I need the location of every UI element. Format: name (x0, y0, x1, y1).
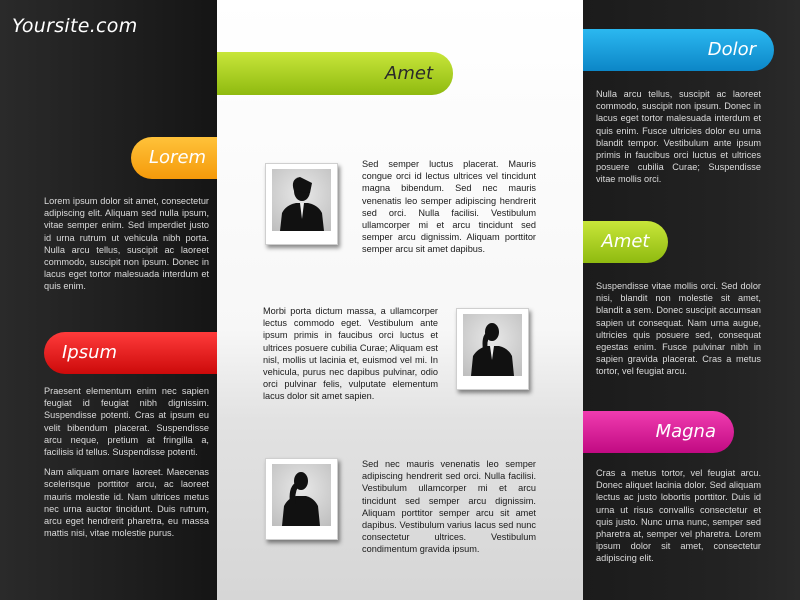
amet-section-text (596, 280, 761, 386)
businessman-silhouette-icon (272, 464, 331, 526)
ipsum-paragraph-1: Praesent elementum enim nec sapien feugiat id feugiat nibh dignissim. Suspendisse potenti. Cras at ipsum eu velit bibendum placerat. Suspendisse arcu neque, pretium at fringilla a, facilisis id tellus. Suspendisse potenti. (44, 386, 209, 458)
middle-block-1-text: Sed semper luctus placerat. Mauris congue orci id lectus ultrices vel tincidunt magna bibendum. Sed nec mauris venenatis leo semper adipiscing hendrerit sed orci. Nulla facilisi. Vestibulum ullamcorper mi et arcu tincidunt sed semper arcu dignissim. Aliquam porttitor semper arcu sit amet dapibus. (362, 159, 536, 255)
amet-paragraph: Suspendisse vitae mollis orci. Sed dolor nisi, blandit non molestie sit amet, blandit a sem. Donec suscipit accumsan sapien ut consequat. Nam urna augue, ultricies quis posuere sed, consequat egestas enim. Fusce pulvinar nibh in sapien gravida placerat. Cras a metus tortor, vel feugiat arcu. (596, 281, 761, 377)
businessman-silhouette-icon (272, 169, 331, 231)
dolor-section-text (596, 88, 761, 194)
tab-dolor[interactable]: Dolor (583, 29, 774, 71)
tab-amet-middle[interactable]: Amet (217, 52, 453, 95)
lorem-section-text (44, 195, 209, 301)
tab-magna[interactable]: Magna (583, 411, 734, 453)
dolor-paragraph: Nulla arcu tellus, suscipit ac laoreet commodo, suscipit non ipsum. Donec in lacus eget tortor malesuada interdum et quis enim. Fusce ultricies dolor eu urna blandit tempor. Vestibulum ante ipsum primis in faucibus orci luctus et ultrices posuere cubilia Curae; Suspendisse vitae mollis orci. (596, 89, 761, 185)
site-title[interactable]: Yoursite.com (12, 15, 138, 37)
middle-block-3-text: Sed nec mauris venenatis leo semper adipiscing hendrerit sed orci. Nulla facilisi. Vestibulum ullamcorper mi et arcu tincidunt sed semper arcu dignissim. Aliquam porttitor semper arcu sit amet dapibus. Vestibulum varius lacus sed nunc consectetur ultrices. Vestibulum condimentum gravida ipsum. (362, 459, 536, 555)
lorem-paragraph: Lorem ipsum dolor sit amet, consectetur adipiscing elit. Aliquam sed nulla ipsum, vitae semper enim. Sed imperdiet justo id urna rutrum ut vehicula nibh porta. Nulla arcu tellus, suscipit ac laoreet commodo, suscipit non ipsum. Donec in lacus eget tortor malesuada interdum et quis enim. (44, 196, 209, 292)
magna-paragraph: Cras a metus tortor, vel feugiat arcu. Donec aliquet lacinia dolor. Sed aliquam lectus ac justo lobortis porttitor. Duis id urna ut risus convallis consectetur et quis justo. Nunc urna nunc, semper sed pharetra at, semper vel pharetra. Lorem ipsum dolor sit amet, consectetur adipiscing elit. (596, 468, 761, 564)
businessman-photo-1 (265, 163, 338, 245)
businessman-photo-2 (456, 308, 529, 390)
middle-block-2-text: Morbi porta dictum massa, a ullamcorper lectus commodo eget. Vestibulum ante ipsum primis in faucibus orci luctus et ultrices posuere cubilia Curae; Aliquam est nisl, mollis ut lacinia et, euismod vel mi. In vehicula, purus nec dapibus pulvinar, odio orci pulvinar felis, vulputate elementum lacus dolor sit amet sapien. (263, 306, 438, 402)
magna-section-text (596, 467, 761, 573)
businessman-silhouette-icon (463, 314, 522, 376)
ipsum-section-text (44, 385, 209, 547)
businessman-photo-3 (265, 458, 338, 540)
tab-amet-right[interactable]: Amet (583, 221, 668, 263)
tab-ipsum[interactable]: Ipsum (44, 332, 217, 374)
ipsum-paragraph-2: Nam aliquam ornare laoreet. Maecenas scelerisque porttitor arcu, ac laoreet mauris molestie id. Nam ultrices metus nec urna auctor tincidunt. Duis rutrum, arcu eget hendrerit pharetra, eu massa mattis nisi, vitae molestie purus. (44, 467, 209, 539)
tab-lorem[interactable]: Lorem (131, 137, 217, 179)
